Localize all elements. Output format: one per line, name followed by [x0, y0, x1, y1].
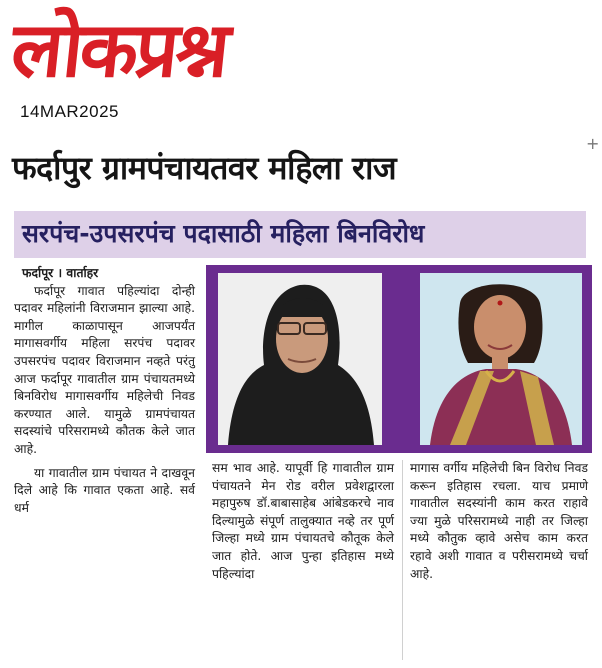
- article-paragraph: मागास वर्गीय महिलेची बिन विरोध निवड करून इतिहास रचला. याच प्रमाणे गावातील सदस्यांनी काम करत राहावे ज्या मुळे परिसरामध्ये नाही तर जिल्हा मध्ये कौतुक व्हावे असेच काम करत रहावे अशी गावात व परीसरामध्ये चर्चा आहे.: [410, 461, 588, 581]
- column-divider: [402, 460, 403, 660]
- dateline: फर्दापूर । वार्ताहर: [22, 266, 99, 280]
- masthead-logo: लोकप्रश्न: [7, 5, 232, 94]
- subheadline: सरपंच-उपसरपंच पदासाठी महिला बिनविरोध: [22, 219, 425, 248]
- photo-panel: [206, 265, 592, 453]
- article-paragraph: या गावातील ग्राम पंचायत ने दाखवून दिले आहे कि गावात एकता आहे. सर्व धर्म: [14, 465, 195, 515]
- photo-sarpanch: [218, 273, 382, 445]
- article-paragraph: फर्दापूर गावात पहिल्यांदा दोन्ही पदावर महिलांनी विराजमान झाल्या आहे. मागील काळापासून आजपर्यंत मागासवर्गीय महिला सरपंच पदावर उपसरपंच पदावर विराजमान नव्हते परंतु आज फर्दापूर गावातील ग्राम पंचायतमध्ये बिनविरोध मागासवर्गीय महिलेची निवड करण्यात आले. यामुळे ग्रामपंचायत सदस्यांचे परिसरामध्ये कौतक केले जात आहे.: [14, 283, 195, 456]
- portrait-woman-hijab-icon: [218, 273, 382, 445]
- headline: फर्दापुर ग्रामपंचायतवर महिला राज: [12, 149, 397, 187]
- photo-upsarpanch: [420, 273, 582, 445]
- portrait-woman-saree-icon: [420, 273, 582, 445]
- plus-icon: +: [586, 134, 600, 153]
- article-paragraph: सम भाव आहे. यापूर्वी हि गावातील ग्राम पंचायतने मेन रोड वरील प्रवेशद्वारला महापुरुष डॉ.बाबासाहेब आंबेडकरचे नाव दिल्यामुळे संपूर्ण तालुक्यात नव्हे तर पूर्ण जिल्हा मध्ये ग्राम पंचायतचे कौतूक केले जात होते. आज पुन्हा इतिहास मध्ये पहिल्यांदा: [212, 461, 394, 581]
- publication-date: 14MAR2025: [20, 102, 120, 121]
- article-column-2: [212, 460, 394, 583]
- article-column-3: [410, 460, 588, 583]
- article-column-1: [14, 265, 195, 517]
